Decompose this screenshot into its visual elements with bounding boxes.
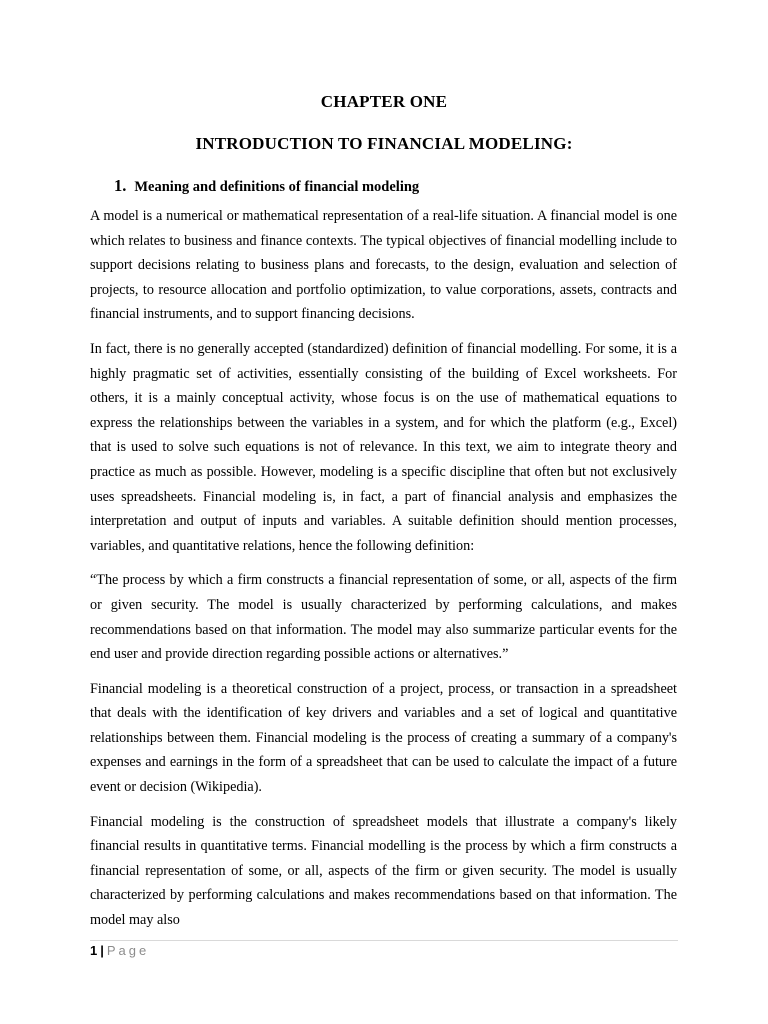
paragraph: A model is a numerical or mathematical representation of a real-life situation. A financial model is one which relates to business and finance contexts. The typical objectives of financial modelling include to support decisions relating to business plans and forecasts, to the design, evaluation and selection of projects, to resource allocation and portfolio optimization, to value corporations, assets, contracts and financial instruments, and to support financing decisions. [90,208,677,323]
page-footer [90,943,149,958]
footer-divider [90,940,678,941]
section-number: 1. [114,176,127,195]
section-heading [114,176,419,196]
section-title: Meaning and definitions of financial modeling [134,179,420,195]
footer-separator: | [100,943,104,958]
page-number: 1 [90,943,98,958]
paragraph: Financial modeling is the construction of spreadsheet models that illustrate a company's likely financial results in quantitative terms. Financial modelling is the process by which a firm constructs a financial representation of some, or all, aspects of the firm or given security. The model is usually characterized by performing calculations and makes recommendations based on that information. The model may also [90,813,677,929]
body-text [90,204,677,943]
page-title: INTRODUCTION TO FINANCIAL MODELING: [195,134,573,153]
paragraph: Financial modeling is a theoretical construction of a project, process, or transaction in a spreadsheet that deals with the identification of key drivers and variables and a set of logical and quantitative relationships between them. Financial modeling is the process of creating a summary of a company's expenses and earnings in the form of a spreadsheet that can be used to calculate the impact of a future event or decision (Wikipedia). [90,680,677,796]
page-label: Page [106,943,150,958]
paragraph: “The process by which a firm constructs a financial representation of some, or all, aspects of the firm or given security. The model is usually characterized by performing calculations, and makes recommendations based on that information. The model may also summarize particular events for the end user and provide direction regarding possible actions or alternatives.” [90,572,677,663]
paragraph: In fact, there is no generally accepted (standardized) definition of financial modelling. For some, it is a highly pragmatic set of activities, essentially consisting of the building of Excel worksheets. For others, it is a mainly conceptual activity, whose focus is on the use of mathematical equations to express the relationships between the variables in a system, and for which the platform (e.g., Excel) that is used to solve such equations is not of relevance. In this text, we aim to integrate theory and practice as much as possible. However, modeling is a specific discipline that often but not exclusively uses spreadsheets. Financial modeling is, in fact, a part of financial analysis and emphasizes the interpretation and output of inputs and variables. A suitable definition should mention processes, variables, and quantitative relations, hence the following definition: [90,340,677,554]
chapter-title: CHAPTER ONE [320,92,448,111]
